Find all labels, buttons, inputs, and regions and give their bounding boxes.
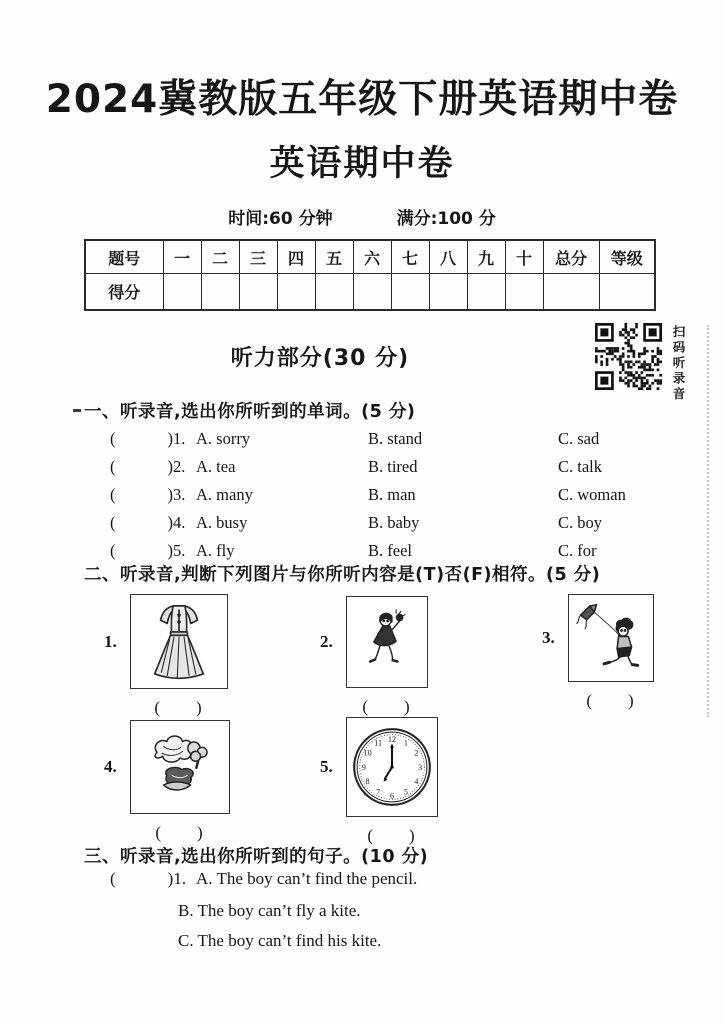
figure-number: 2. (320, 632, 333, 651)
question-number: 1. (173, 429, 186, 448)
score-cell-empty (315, 274, 353, 311)
answer-blank: ( )2. (110, 457, 186, 476)
question-number: 1. (173, 869, 187, 888)
score-cell-empty (239, 274, 277, 311)
answer-blank: ( )5. (110, 541, 186, 560)
figure-box (346, 596, 428, 688)
svg-text:5: 5 (403, 787, 408, 797)
boy-flying-kite-image (573, 599, 649, 677)
question-number: 5. (173, 541, 186, 560)
score-cell-empty (543, 274, 599, 311)
option-c: C. for (558, 541, 597, 560)
listening-section-title: 听力部分(30 分) (230, 346, 410, 371)
svg-text:11: 11 (374, 738, 382, 748)
score-col-header: 九 (467, 240, 505, 274)
score-col-header: 总分 (543, 240, 599, 274)
score-col-header: 题号 (85, 240, 163, 274)
answer-blank: ( ) (154, 698, 202, 717)
section-two-heading: 二、听录音,判断下列图片与你所听内容是(T)否(F)相符。(5 分) (84, 565, 601, 585)
option-b: B. The boy can’t fly a kite. (178, 901, 361, 920)
answer-blank: ( ) (362, 697, 410, 716)
svg-text:4: 4 (414, 777, 419, 787)
figure-box (568, 594, 654, 682)
option-c: C. sad (558, 429, 600, 448)
svg-text:9: 9 (361, 762, 366, 772)
figure-item (320, 596, 428, 717)
option-b: B. feel (368, 541, 412, 560)
option-b: B. man (368, 485, 416, 504)
vegetables-image (136, 726, 224, 808)
dancing-girl-image (352, 602, 422, 682)
figure-box (130, 720, 230, 814)
option-a: A. sorry (196, 429, 251, 448)
question-number: 4. (173, 513, 186, 532)
score-table-header-row (85, 240, 655, 274)
score-row-label: 得分 (85, 274, 163, 311)
figure-item (320, 717, 438, 846)
score-table-score-row (85, 274, 655, 311)
svg-text:1: 1 (403, 738, 408, 748)
answer-blank: ( ) (586, 691, 634, 710)
question-number: 3. (173, 485, 186, 504)
figure-item (104, 720, 230, 843)
option-a: A. fly (196, 541, 235, 560)
score-cell-empty (391, 274, 429, 311)
qr-code (595, 323, 662, 390)
exam-full-score: 满分:100 分 (396, 209, 496, 229)
page-edge-artifact (707, 325, 709, 717)
answer-blank: ( ) (155, 823, 203, 842)
option-b: B. stand (368, 429, 423, 448)
score-col-header: 五 (315, 240, 353, 274)
option-c: C. The boy can’t find his kite. (178, 931, 382, 950)
figure-number: 3. (542, 628, 555, 647)
figure-box (346, 717, 438, 817)
question-row (84, 869, 417, 889)
exam-time: 时间:60 分钟 (228, 209, 333, 229)
score-cell-empty (429, 274, 467, 311)
option-b: B. tired (368, 457, 418, 476)
svg-text:2: 2 (414, 748, 419, 758)
score-col-header: 六 (353, 240, 391, 274)
figure-number: 5. (320, 757, 333, 776)
dress-image (137, 600, 221, 684)
score-cell-empty (201, 274, 239, 311)
svg-text:8: 8 (365, 777, 370, 787)
option-b: B. baby (368, 513, 420, 532)
option-c: C. talk (558, 457, 602, 476)
svg-text:3: 3 (418, 762, 423, 772)
question-row (84, 453, 644, 481)
figure-item (542, 594, 654, 711)
svg-text:10: 10 (363, 748, 372, 758)
page-title: 2024冀教版五年级下册英语期中卷 (45, 77, 679, 122)
option-a: A. tea (196, 457, 236, 476)
figure-number: 4. (104, 757, 117, 776)
section-one-questions (84, 425, 644, 565)
figure-number: 1. (104, 631, 117, 651)
answer-blank: ( ) (367, 826, 415, 845)
score-cell-empty (163, 274, 201, 311)
answer-blank: ( )1. (110, 429, 186, 448)
score-col-header: 二 (201, 240, 239, 274)
clock-image (350, 723, 434, 811)
svg-text:6: 6 (390, 791, 394, 801)
answer-blank: ( )4. (110, 513, 186, 532)
option-a: A. busy (196, 513, 248, 532)
score-col-header: 七 (391, 240, 429, 274)
svg-text:12: 12 (388, 734, 396, 744)
figure-item (104, 594, 228, 718)
score-cell-empty (505, 274, 543, 311)
qr-block (595, 323, 687, 403)
score-col-header: 等级 (599, 240, 655, 274)
question-number: 2. (173, 457, 186, 476)
section-three-heading: 三、听录音,选出你所听到的句子。(10 分) (84, 847, 429, 867)
section-one-heading: 一、听录音,选出你所听到的单词。(5 分) (84, 402, 416, 422)
qr-caption: 扫码听录音 (671, 325, 686, 403)
option-c: C. woman (558, 485, 626, 504)
score-cell-empty (353, 274, 391, 311)
score-col-header: 四 (277, 240, 315, 274)
question-row (84, 481, 644, 509)
answer-blank: ( )3. (110, 485, 186, 504)
score-cell-empty (467, 274, 505, 311)
option-c: C. boy (558, 513, 603, 532)
exam-meta (0, 204, 724, 229)
score-cell-empty (277, 274, 315, 311)
figure-box (130, 594, 228, 689)
question-row (84, 425, 644, 453)
question-row (84, 509, 644, 537)
score-col-header: 一 (163, 240, 201, 274)
option-a: A. many (196, 485, 253, 504)
answer-blank: ( )1. (110, 869, 187, 888)
scan-artifact-dash (73, 409, 81, 412)
score-table (84, 239, 656, 311)
score-col-header: 十 (505, 240, 543, 274)
svg-text:7: 7 (376, 787, 381, 797)
score-cell-empty (599, 274, 655, 311)
score-col-header: 八 (429, 240, 467, 274)
page-subtitle: 英语期中卷 (269, 144, 455, 184)
option-a: A. The boy can’t find the pencil. (196, 869, 418, 888)
score-col-header: 三 (239, 240, 277, 274)
